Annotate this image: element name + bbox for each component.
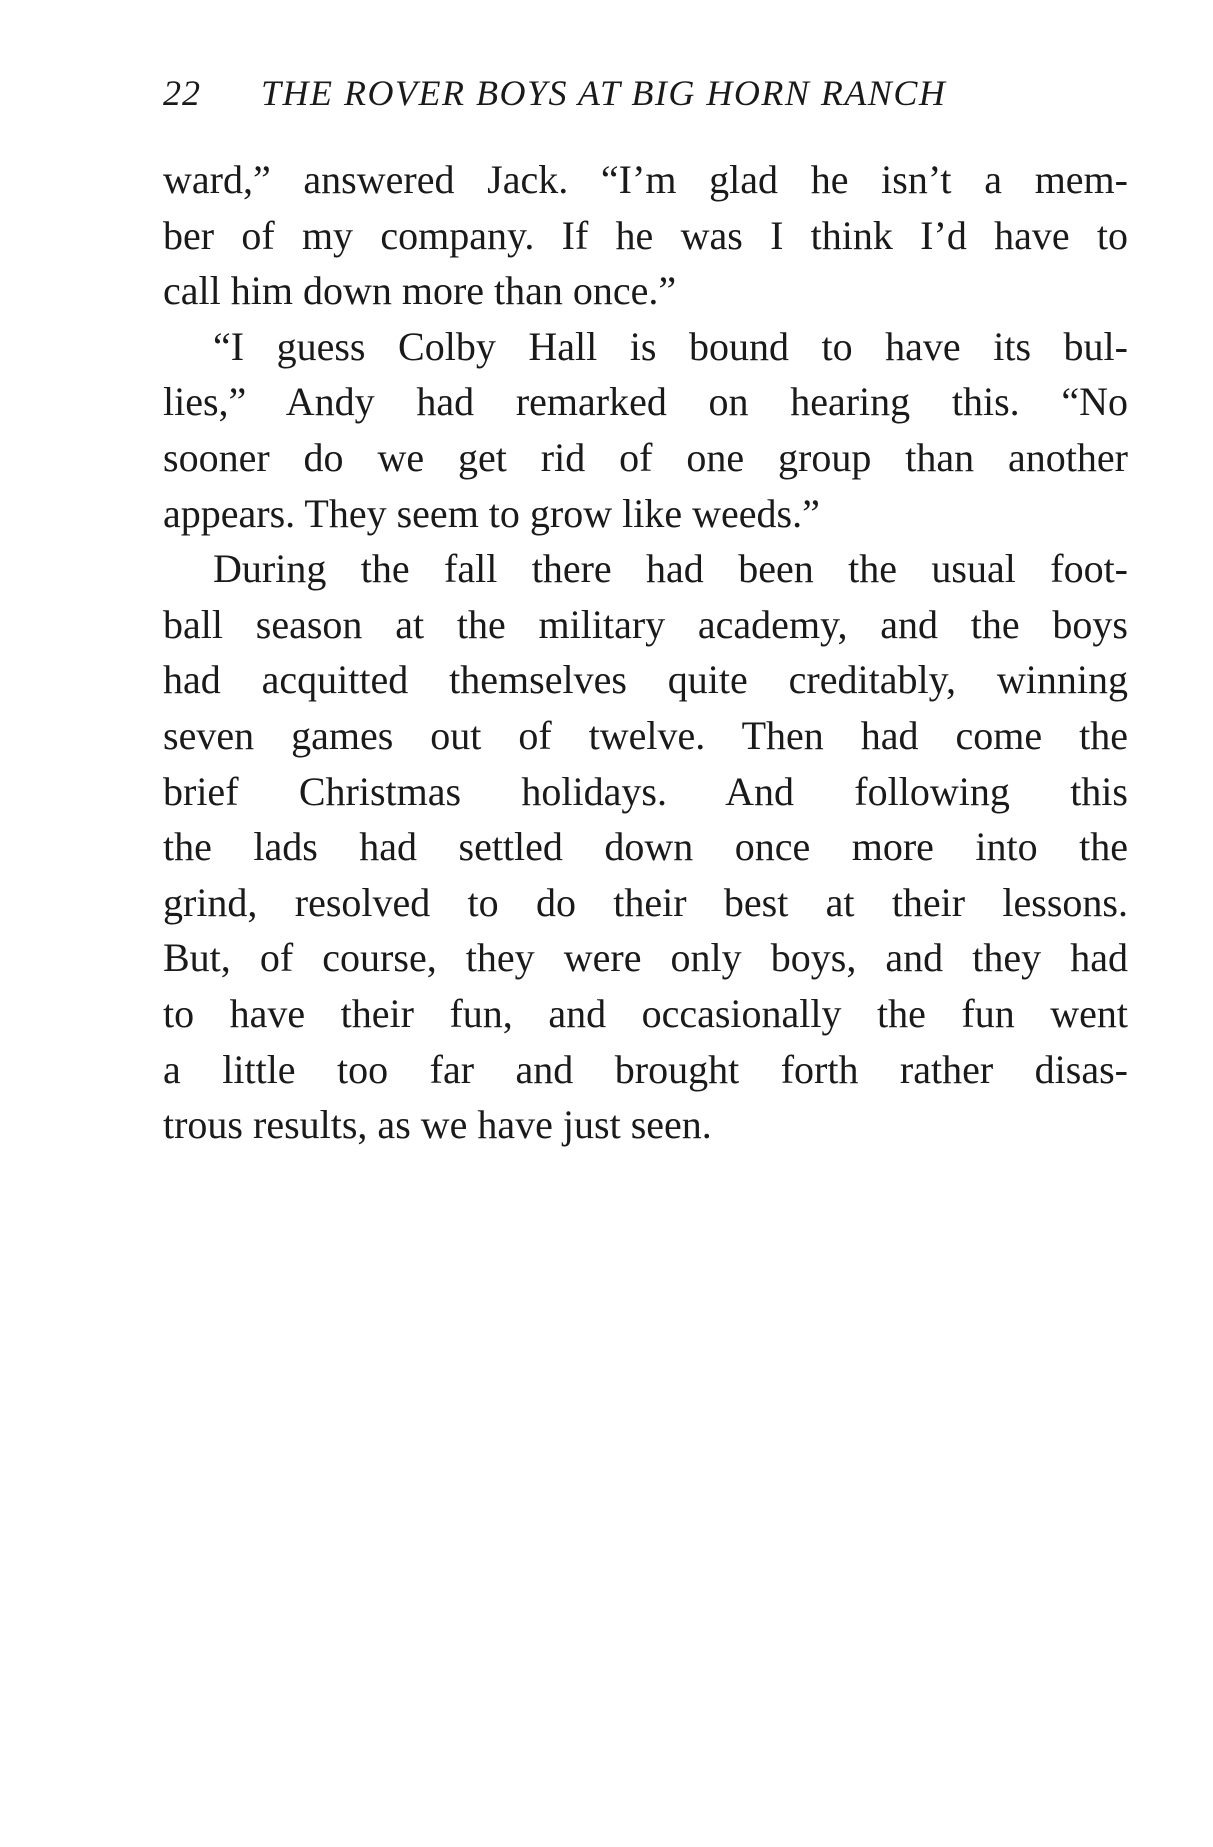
text-line: ward,” answered Jack. “I’m glad he isn’t a mem- — [163, 157, 1128, 202]
text-line: lies,” Andy had remarked on hearing this. “No — [163, 379, 1128, 425]
text-line: brief Christmas holidays. And following this — [163, 768, 1128, 814]
text-line: sooner do we get rid of one group than another — [163, 434, 1128, 480]
text-line: to have their fun, and occasionally the fun went — [163, 990, 1128, 1036]
text-line: the lads had settled down once more into the — [163, 824, 1128, 870]
text-line: call him down more than once.” — [163, 268, 677, 314]
running-head — [163, 68, 1128, 118]
text-line: ber of my company. If he was I think I’d have to — [163, 212, 1128, 258]
book-title: THE ROVER BOYS AT BIG HORN RANCH — [261, 73, 947, 113]
text-line: seven games out of twelve. Then had come the — [163, 712, 1128, 758]
text-line: ball season at the military academy, and the boys — [163, 601, 1128, 647]
text-line: “I guess Colby Hall is bound to have its bul- — [213, 323, 1128, 369]
text-line: trous results, as we have just seen. — [163, 1102, 712, 1148]
text-line: But, of course, they were only boys, and they had — [163, 935, 1128, 981]
text-line: grind, resolved to do their best at their lessons. — [163, 879, 1128, 925]
text-line: appears. They seem to grow like weeds.” — [163, 490, 820, 536]
text-line: During the fall there had been the usual foot- — [213, 546, 1128, 592]
text-line: had acquitted themselves quite creditably, winning — [163, 657, 1128, 703]
page-number: 22 — [163, 73, 201, 113]
body-text — [163, 152, 1128, 1153]
text-line: a little too far and brought forth rather disas- — [163, 1046, 1128, 1092]
